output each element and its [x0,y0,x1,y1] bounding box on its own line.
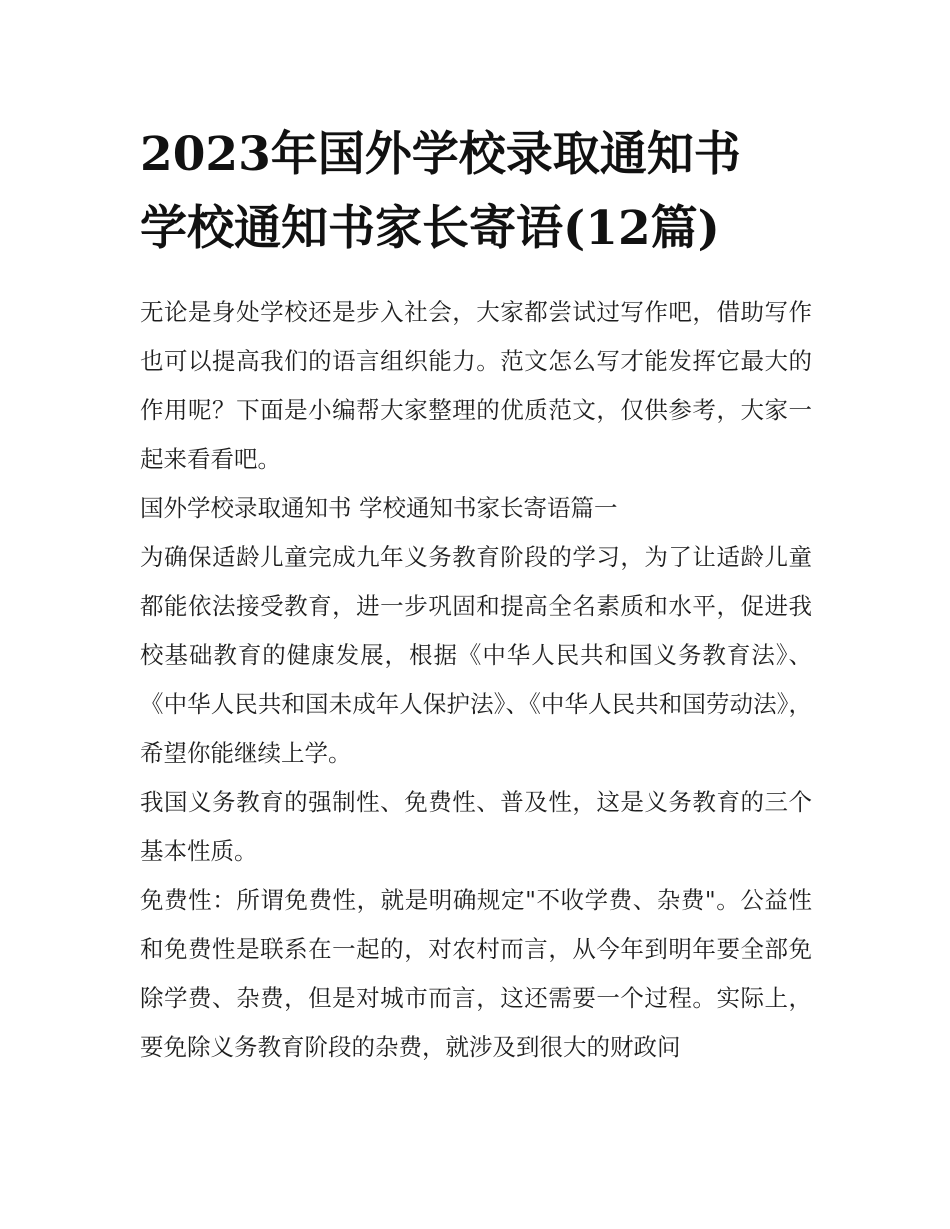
body-paragraph: 免费性：所谓免费性，就是明确规定"不收学费、杂费"。公益性和免费性是联系在一起的，对农村而言，从今年到明年要全部免除学费、杂费，但是对城市而言，这还需要一个过程。实际上，要免除义务教育阶段的杂费，就涉及到很大的财政问 [140,886,812,1061]
section-heading: 国外学校录取通知书 学校通知书家长寄语篇一 [140,494,618,522]
document-body [140,288,812,1072]
intro-paragraph: 无论是身处学校还是步入社会，大家都尝试过写作吧，借助写作也可以提高我们的语言组织能力。范文怎么写才能发挥它最大的作用呢？下面是小编帮大家整理的优质范文，仅供参考，大家一起来看看吧。 [140,298,812,473]
title-line-1: 2023年国外学校录取通知书 [140,127,741,182]
document-page [140,118,812,1072]
body-paragraph: 为确保适龄儿童完成九年义务教育阶段的学习，为了让适龄儿童都能依法接受教育，进一步巩固和提高全名素质和水平，促进我校基础教育的健康发展，根据《中华人民共和国义务教育法》、《中华人民共和国未成年人保护法》、《中华人民共和国劳动法》，希望你能继续上学。 [140,543,812,767]
title-line-2: 学校通知书家长寄语(12篇) [140,201,720,256]
document-title [140,118,812,266]
body-paragraph: 我国义务教育的强制性、免费性、普及性，这是义务教育的三个基本性质。 [140,788,812,865]
